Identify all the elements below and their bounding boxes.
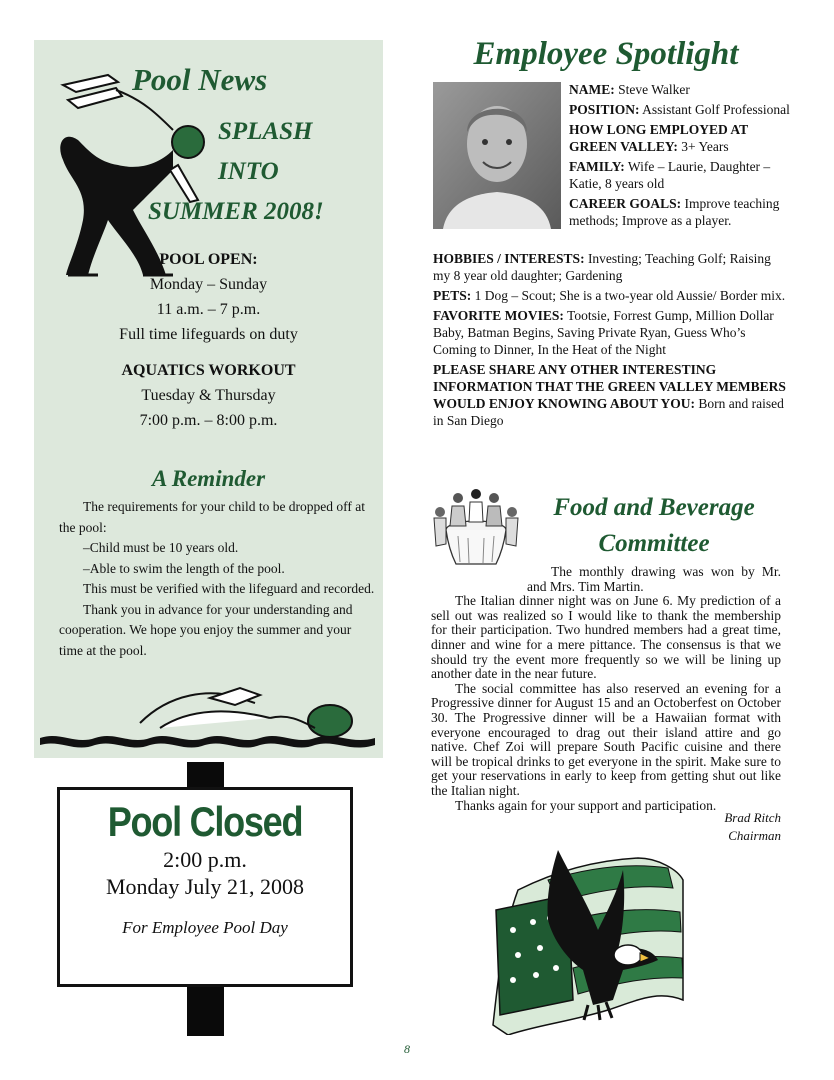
splash-headline [110, 112, 400, 232]
employed-value: 3+ Years [681, 139, 729, 154]
movies-label: FAVORITE MOVIES: [433, 308, 564, 323]
family-value: Wife – Laurie, Daughter – Katie, 8 years old [569, 159, 771, 191]
pool-open-line: Full time lifeguards on duty [119, 326, 298, 343]
sign-post-bottom [187, 986, 224, 1036]
page-number: 8 [404, 1042, 410, 1056]
share-label: PLEASE SHARE ANY OTHER INTERESTING INFORMATION THAT THE GREEN VALLEY MEMBERS WOULD ENJOY KNOWING ABOUT YOU: [433, 362, 786, 411]
name-label: NAME: [569, 82, 615, 97]
reminder-intro: The requirements for your child to be dropped off at the pool: [59, 499, 366, 535]
family-label: FAMILY: [569, 159, 625, 174]
splash-line: SPLASH [218, 118, 313, 145]
pool-news-title: Pool News [132, 62, 268, 97]
pets-value: 1 Dog – Scout; She is a two-year old Aussie/ Border mix. [474, 288, 786, 303]
movies-value: Tootsie, Forrest Gump, Million Dollar Baby, Batman Begins, Saving Private Ryan, Guess Who’s Coming to Dinner, In the Heat of the Night [433, 308, 774, 357]
goals-label: CAREER GOALS: [569, 196, 682, 211]
pool-closed-date: Monday July 21, 2008 [106, 874, 304, 899]
pool-open-heading: POOL OPEN: [159, 251, 258, 268]
fb-paragraph: Thanks again for your support and participation. [455, 797, 717, 813]
reminder-title: A Reminder [151, 466, 266, 491]
aquatics-info [34, 358, 383, 433]
share-value: Born and raised in San Diego [433, 396, 784, 428]
position-value: Assistant Golf Professional [642, 102, 790, 117]
signature-name: Brad Ritch [724, 810, 781, 825]
pool-closed-time: 2:00 p.m. [163, 847, 247, 872]
swimmer-illustration [40, 683, 375, 753]
spotlight-title: Employee Spotlight [473, 36, 739, 72]
fb-paragraph: The monthly drawing was won by Mr. and Mrs. Tim Martin. [527, 564, 781, 594]
pool-closed-note: For Employee Pool Day [122, 918, 288, 937]
pets-label: PETS: [433, 288, 472, 303]
position-label: POSITION: [569, 102, 640, 117]
food-beverage-title-line: Committee [598, 530, 710, 557]
fb-paragraph: The social committee has also reserved an evening for a Progressive dinner for August 15 and an Octoberfest on October 30. The Progressive dinner will be a Hawaiian format with everyone encouraged to drag out their island attire and go native. Chef Zoi will prepare South Pacific cuisine and there will be tropical drinks to get everyone in the spirit. Make sure to get your reservations in early to keep from getting shut out like the Italian night. [431, 680, 781, 798]
food-beverage-title [520, 490, 788, 562]
employed-label: HOW LONG EMPLOYED AT GREEN VALLEY: [569, 122, 748, 154]
reminder-item: –Child must be 10 years old. [83, 540, 239, 555]
hobbies-value: Investing; Teaching Golf; Raising my 8 year old daughter; Gardening [433, 251, 771, 283]
eagle-flag-illustration [488, 850, 688, 1035]
fb-paragraph: The Italian dinner night was on June 6. My prediction of a sell out was realized so I would like to thank the membership for their participation. Two hundred members had a great time, dinner and wine for a mere pittance. The consensus is that we should try the event more frequently so we will be lining up another date in the near future. [431, 593, 781, 682]
aquatics-line: Tuesday & Thursday [141, 387, 276, 404]
pool-open-info [34, 247, 383, 347]
aquatics-heading: AQUATICS WORKOUT [121, 362, 296, 379]
pool-open-line: Monday – Sunday [149, 276, 268, 293]
sign-post-top [187, 762, 224, 788]
spotlight-side-details [569, 81, 794, 232]
food-beverage-article [431, 565, 781, 813]
reminder-verify: This must be verified with the lifeguard and recorded. [83, 581, 375, 596]
pool-closed-sign [57, 787, 353, 987]
aquatics-line: 7:00 p.m. – 8:00 p.m. [139, 412, 278, 429]
food-beverage-title-line: Food and Beverage [553, 494, 755, 521]
splash-line: INTO [218, 158, 279, 185]
splash-line: SUMMER 2008! [148, 198, 324, 225]
reminder-thanks: Thank you in advance for your understanding and cooperation. We hope you enjoy the summer and your time at the pool. [59, 601, 353, 658]
spotlight-details [433, 250, 788, 432]
name-value: Steve Walker [618, 82, 690, 97]
hobbies-label: HOBBIES / INTERESTS: [433, 251, 585, 266]
pool-open-line: 11 a.m. – 7 p.m. [156, 301, 261, 318]
signature-title: Chairman [728, 828, 781, 843]
reminder-item: –Able to swim the length of the pool. [83, 560, 285, 576]
reminder-text [59, 497, 377, 661]
pool-closed-title: Pool Closed [107, 798, 303, 845]
employee-photo [433, 82, 561, 229]
dinner-table-illustration [428, 484, 524, 568]
goals-value: Improve teaching methods; Improve as a player. [569, 196, 780, 228]
